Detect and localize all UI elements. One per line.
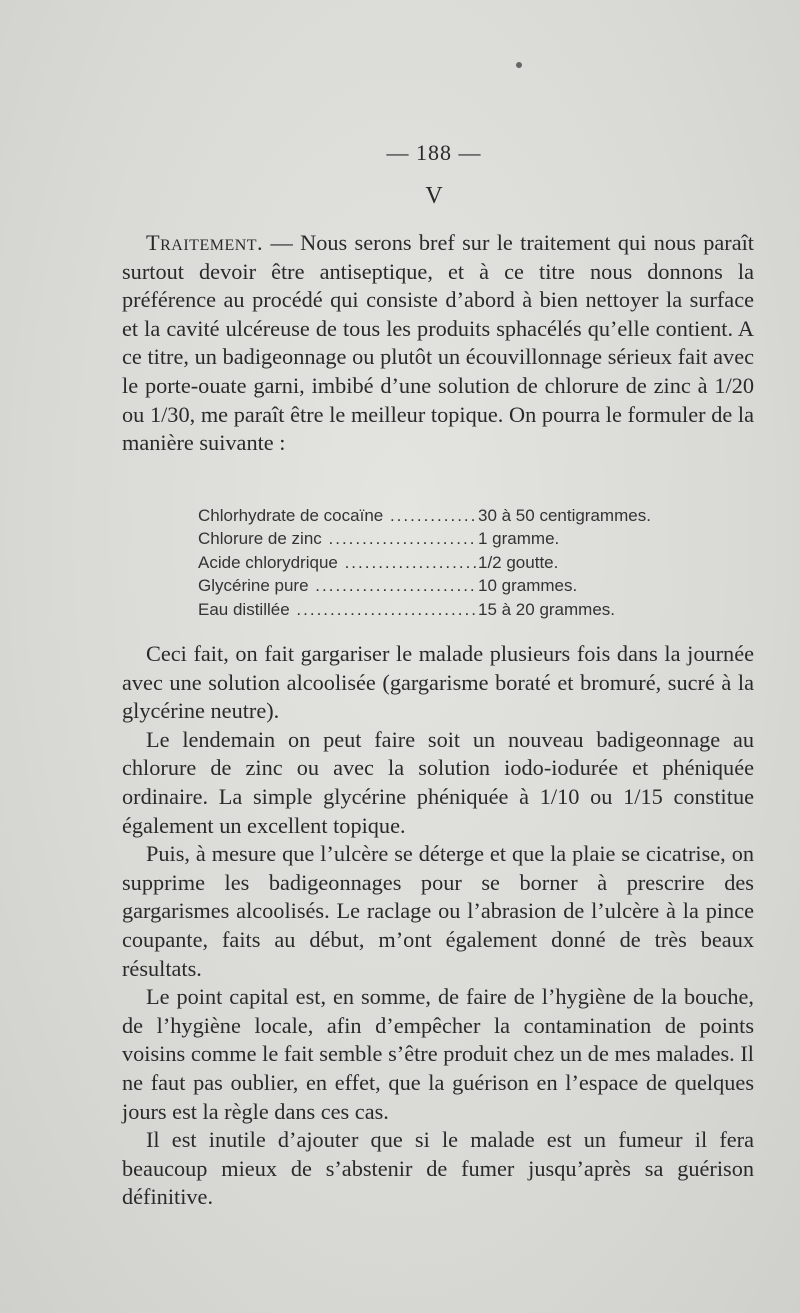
paragraph: Le point capital est, en somme, de faire de l’hygiène de la bouche, de l’hygiène locale, afin d’empêcher la contamination de points voisins comme le fait semble s’être produit chez un de mes malades. Il ne faut pas oublier, en effet, que la guérison en l’espace de quelques jours est la règle dans ces cas.: [122, 984, 754, 1124]
ingredient-quantity: 1 gramme.: [478, 529, 560, 549]
paragraph: Il est inutile d’ajouter que si le malade est un fumeur il fera beaucoup mieux de s’abstenir de fumer jusqu’après sa guérison définitive.: [122, 1127, 754, 1210]
ingredient-quantity: 15 à 20 grammes.: [478, 599, 616, 619]
ingredient-quantity: 10 grammes.: [478, 576, 578, 596]
prescription-row: [198, 551, 698, 574]
prescription-list: [198, 504, 698, 621]
page-speck: [516, 62, 522, 68]
section-lead: Traitement.: [146, 230, 264, 255]
paragraph-text: — Nous serons bref sur le traitement qui nous paraît surtout devoir être antiseptique, et à ce titre nous donnons la préférence au procédé qui consiste d’abord à bien nettoyer la surface et la cavité ulcéreuse de tous les produits sphacélés qu’elle contient. A ce titre, un badigeonnage ou plutôt un écouvillonnage sérieux fait avec le porte-ouate garni, imbibé d’une solution de chlorure de zinc à 1/20 ou 1/30, me paraît être le meilleur topique. On pourra le formuler de la manière suivante :: [122, 230, 754, 456]
prescription-row: [198, 598, 698, 621]
paragraph: Puis, à mesure que l’ulcère se déterge et que la plaie se cicatrise, on supprime les badigeonnages pour se borner à prescrire des gargarismes alcoolisés. Le raclage ou l’abrasion de l’ulcère à la pince coupante, faits au début, m’ont également donné de très beaux résultats.: [122, 841, 754, 981]
ingredient-name: Glycérine pure .....: [198, 574, 478, 597]
ingredient-name: Chlorure de zinc .....: [198, 527, 478, 550]
paragraph: Ceci fait, on fait gargariser le malade plusieurs fois dans la journée avec une solution alcoolisée (gargarisme boraté et bromuré, sucré à la glycérine neutre).: [122, 641, 754, 724]
prescription-row: [198, 527, 698, 550]
prescription-row: [198, 574, 698, 597]
chapter-heading: V: [425, 183, 443, 209]
treatment-paragraph: [122, 229, 754, 458]
ingredient-name: Eau distillée .....: [198, 598, 478, 621]
ingredient-name: Acide chlorydrique .....: [198, 551, 478, 574]
ingredient-name: Chlorhydrate de cocaïne .....: [198, 504, 478, 527]
prescription-row: [198, 504, 698, 527]
body-text: [122, 640, 754, 1212]
page-number: — 188 —: [386, 140, 482, 165]
ingredient-quantity: 30 à 50 centigrammes.: [478, 506, 651, 525]
ingredient-quantity: 1/2 goutte.: [478, 552, 559, 572]
paragraph: Le lendemain on peut faire soit un nouveau badigeonnage au chlorure de zinc ou avec la solution iodo-iodurée et phéniquée ordinaire. La simple glycérine phéniquée à 1/10 ou 1/15 constitue également un excellent topique.: [122, 726, 754, 838]
